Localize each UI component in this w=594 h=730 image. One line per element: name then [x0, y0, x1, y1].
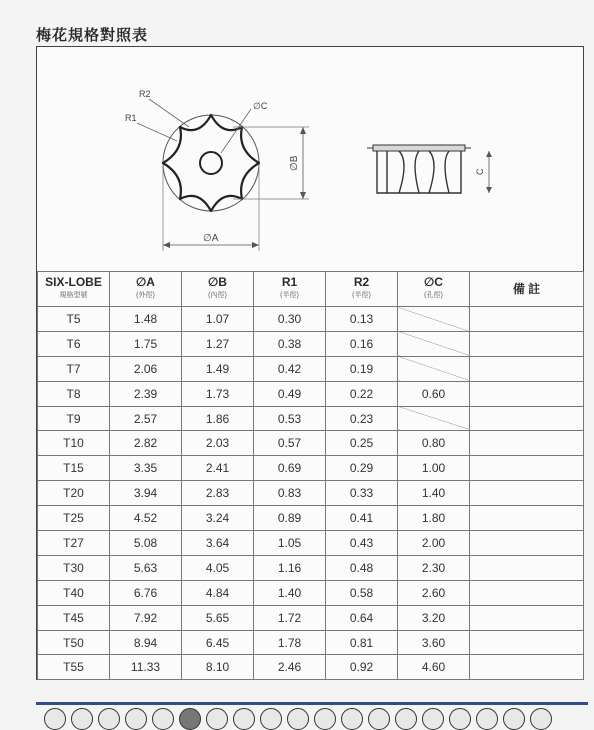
table-cell-note [470, 381, 584, 406]
table-cell: 0.58 [326, 580, 398, 605]
table-cell: 3.60 [398, 630, 470, 655]
table-cell: T8 [38, 381, 110, 406]
table-cell: 2.06 [110, 356, 182, 381]
table-cell: 0.57 [254, 431, 326, 456]
table-cell-note [470, 406, 584, 431]
table-cell-note [470, 655, 584, 680]
dim-a-arrow-right [252, 242, 259, 248]
table-row [38, 630, 584, 655]
table-cell: 1.48 [110, 307, 182, 332]
table-cell: 0.16 [326, 331, 398, 356]
table-cell: 2.57 [110, 406, 182, 431]
table-cell: 0.92 [326, 655, 398, 680]
table-cell [398, 356, 470, 381]
head-type-icon [125, 708, 147, 730]
head-type-icon [341, 708, 363, 730]
table-row [38, 605, 584, 630]
table-cell [398, 406, 470, 431]
head-type-icon [368, 708, 390, 730]
table-cell-note [470, 605, 584, 630]
table-cell: 0.23 [326, 406, 398, 431]
table-cell: 4.60 [398, 655, 470, 680]
head-type-icon [44, 708, 66, 730]
head-type-icon [422, 708, 444, 730]
table-header-row [38, 272, 584, 307]
table-cell: T40 [38, 580, 110, 605]
table-cell: 0.41 [326, 506, 398, 531]
table-row [38, 655, 584, 680]
r2-leader [149, 99, 189, 127]
table-cell: 6.76 [110, 580, 182, 605]
column-header [254, 272, 326, 307]
table-cell [398, 331, 470, 356]
table-cell: 2.30 [398, 555, 470, 580]
head-type-icon [476, 708, 498, 730]
table-cell-note [470, 506, 584, 531]
label-b: ∅B [289, 155, 300, 171]
table-cell: 1.49 [182, 356, 254, 381]
head-type-icon [152, 708, 174, 730]
spec-sheet [36, 46, 584, 680]
icon-strip [44, 708, 552, 726]
table-cell: 6.45 [182, 630, 254, 655]
table-cell: 0.30 [254, 307, 326, 332]
table-cell: 4.52 [110, 506, 182, 531]
table-cell: 2.60 [398, 580, 470, 605]
table-cell: 1.86 [182, 406, 254, 431]
column-header-label: 備 註 [512, 282, 541, 296]
table-cell-note [470, 431, 584, 456]
table-cell: 0.49 [254, 381, 326, 406]
table-cell: T5 [38, 307, 110, 332]
table-cell: T9 [38, 406, 110, 431]
table-cell: T55 [38, 655, 110, 680]
label-r2: R2 [139, 89, 151, 99]
outer-circle [163, 115, 259, 211]
table-row [38, 356, 584, 381]
head-type-icon [98, 708, 120, 730]
table-cell: 3.20 [398, 605, 470, 630]
column-header-label: SIX-LOBE [45, 275, 102, 289]
table-cell: 0.81 [326, 630, 398, 655]
head-type-icon [287, 708, 309, 730]
table-body [38, 307, 584, 680]
table-cell: 2.83 [182, 481, 254, 506]
table-cell: 0.89 [254, 506, 326, 531]
head-type-icon [314, 708, 336, 730]
table-cell: 2.46 [254, 655, 326, 680]
table-cell: 3.35 [110, 456, 182, 481]
table-cell: 0.48 [326, 555, 398, 580]
column-header-sublabel: (外徑) [136, 292, 155, 299]
table-cell: T7 [38, 356, 110, 381]
table-cell: 0.13 [326, 307, 398, 332]
table-cell: 0.69 [254, 456, 326, 481]
table-cell: T6 [38, 331, 110, 356]
head-type-icon [530, 708, 552, 730]
table-cell-note [470, 481, 584, 506]
table-cell: 0.29 [326, 456, 398, 481]
r1-leader [137, 123, 177, 141]
table-cell-note [470, 356, 584, 381]
table-cell-note [470, 456, 584, 481]
table-cell: 1.16 [254, 555, 326, 580]
table-cell: 3.24 [182, 506, 254, 531]
table-row [38, 331, 584, 356]
table-cell: 8.10 [182, 655, 254, 680]
table-row [38, 431, 584, 456]
table-cell: 11.33 [110, 655, 182, 680]
table-row [38, 555, 584, 580]
label-side: C [475, 168, 485, 175]
column-header [470, 272, 584, 307]
table-row [38, 456, 584, 481]
table-cell: 3.94 [110, 481, 182, 506]
table-cell-note [470, 307, 584, 332]
table-cell-note [470, 630, 584, 655]
table-cell: 3.64 [182, 531, 254, 556]
table-cell: T50 [38, 630, 110, 655]
side-profile-body [377, 151, 461, 193]
table-cell: 2.39 [110, 381, 182, 406]
column-header-sublabel: (半徑) [280, 292, 299, 299]
table-cell: 5.08 [110, 531, 182, 556]
table-cell: T30 [38, 555, 110, 580]
table-cell: T45 [38, 605, 110, 630]
table-cell: 0.25 [326, 431, 398, 456]
table-cell: T27 [38, 531, 110, 556]
dim-a-arrow-left [163, 242, 170, 248]
table-cell: 0.80 [398, 431, 470, 456]
table-cell: 1.05 [254, 531, 326, 556]
label-r1: R1 [125, 113, 137, 123]
table-cell: 5.65 [182, 605, 254, 630]
table-cell [398, 307, 470, 332]
bottom-rule [36, 702, 588, 705]
column-header [398, 272, 470, 307]
table-cell: 0.64 [326, 605, 398, 630]
table-cell: 1.75 [110, 331, 182, 356]
table-row [38, 481, 584, 506]
table-cell: 2.82 [110, 431, 182, 456]
head-type-icon [503, 708, 525, 730]
table-row [38, 307, 584, 332]
label-c: ∅C [253, 101, 268, 111]
side-top-flange [373, 145, 465, 151]
table-cell: 1.73 [182, 381, 254, 406]
column-header-sublabel: (半徑) [352, 292, 371, 299]
table-cell: 2.00 [398, 531, 470, 556]
table-row [38, 381, 584, 406]
table-cell: 0.19 [326, 356, 398, 381]
table-cell: 0.33 [326, 481, 398, 506]
head-type-icon [71, 708, 93, 730]
column-header [326, 272, 398, 307]
table-cell: T25 [38, 506, 110, 531]
spec-table [37, 271, 584, 680]
table-cell: 4.05 [182, 555, 254, 580]
dim-b-arrow-bottom [300, 192, 306, 199]
dim-b-arrow-top [300, 127, 306, 134]
table-cell: 1.27 [182, 331, 254, 356]
torx-diagram-svg [37, 47, 583, 271]
head-type-icon [395, 708, 417, 730]
table-cell-note [470, 580, 584, 605]
center-hole [200, 152, 222, 174]
table-row [38, 406, 584, 431]
table-cell: 4.84 [182, 580, 254, 605]
column-header-sublabel: (孔徑) [424, 292, 443, 299]
table-cell: 5.63 [110, 555, 182, 580]
head-type-icon [233, 708, 255, 730]
table-cell: T20 [38, 481, 110, 506]
head-type-icon [206, 708, 228, 730]
table-cell-note [470, 531, 584, 556]
table-cell: 1.40 [254, 580, 326, 605]
label-a: ∅A [203, 233, 219, 244]
column-header-label: R2 [353, 275, 370, 289]
head-type-icon [179, 708, 201, 730]
column-header-label: ∅C [424, 275, 443, 289]
table-cell: T15 [38, 456, 110, 481]
table-cell: 1.80 [398, 506, 470, 531]
table-cell: 0.53 [254, 406, 326, 431]
column-header-sublabel: 規格型號 [59, 292, 88, 299]
table-cell-note [470, 555, 584, 580]
column-header-label: ∅B [208, 275, 227, 289]
table-cell: 0.83 [254, 481, 326, 506]
table-cell: 0.43 [326, 531, 398, 556]
torx-diagram [37, 47, 583, 272]
table-cell-note [470, 331, 584, 356]
table-cell: T10 [38, 431, 110, 456]
table-row [38, 506, 584, 531]
table-cell: 0.60 [398, 381, 470, 406]
table-cell: 1.07 [182, 307, 254, 332]
column-header [110, 272, 182, 307]
table-cell: 0.22 [326, 381, 398, 406]
table-cell: 2.41 [182, 456, 254, 481]
page-title: 梅花規格對照表 [36, 26, 149, 44]
table-cell: 1.40 [398, 481, 470, 506]
table-row [38, 531, 584, 556]
head-type-icon [260, 708, 282, 730]
dim-side-arrow-bottom [486, 187, 492, 193]
table-cell: 1.00 [398, 456, 470, 481]
table-cell: 0.38 [254, 331, 326, 356]
table-cell: 1.78 [254, 630, 326, 655]
column-header-label: ∅A [136, 275, 155, 289]
table-cell: 1.72 [254, 605, 326, 630]
column-header-label: R1 [281, 275, 298, 289]
column-header-sublabel: (內徑) [208, 292, 227, 299]
head-type-icon [449, 708, 471, 730]
dim-side-arrow-top [486, 151, 492, 157]
table-row [38, 580, 584, 605]
table-cell: 7.92 [110, 605, 182, 630]
column-header [38, 272, 110, 307]
table-cell: 2.03 [182, 431, 254, 456]
table-cell: 0.42 [254, 356, 326, 381]
table-cell: 8.94 [110, 630, 182, 655]
column-header [182, 272, 254, 307]
